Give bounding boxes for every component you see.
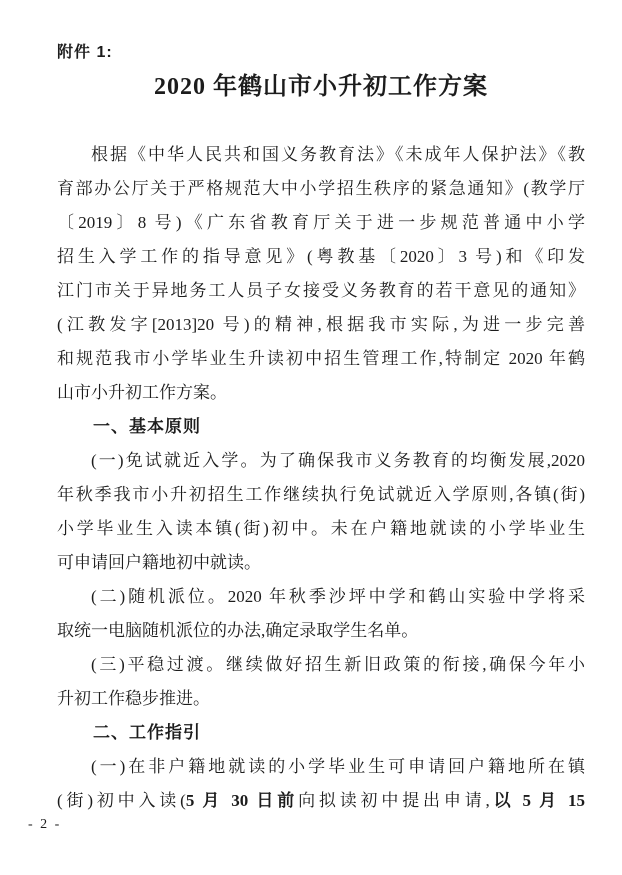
- text-line: [57, 240, 585, 274]
- text-segment: (二)随机派位。2020 年秋季沙坪中学和鹤山实验中学将采: [91, 587, 585, 606]
- document-body: [57, 138, 585, 818]
- paragraph: [57, 138, 585, 410]
- page-number: - 2 -: [28, 817, 62, 832]
- text-line: [57, 206, 585, 240]
- text-segment: 招生入学工作的指导意见》(粤教基〔2020〕3 号)和《印发: [57, 247, 585, 266]
- paragraph: [57, 750, 585, 818]
- text-segment: 育部办公厅关于严格规范大中小学招生秩序的紧急通知》(教学厅: [57, 179, 585, 198]
- text-segment: 升初工作稳步推进。: [57, 689, 210, 708]
- section-heading: 一、基本原则: [93, 417, 201, 436]
- text-segment: (江教发字[2013]20 号)的精神,根据我市实际,为进一步完善: [57, 315, 585, 334]
- text-line: [57, 512, 585, 546]
- text-segment: (一)在非户籍地就读的小学毕业生可申请回户籍地所在镇: [91, 757, 585, 776]
- text-segment: (街)初中入读(: [57, 791, 186, 810]
- text-line: [57, 342, 585, 376]
- text-line: [57, 682, 585, 716]
- attachment-label: 附件 1:: [57, 44, 113, 61]
- bold-text-segment: 5 月 30 日前: [185, 791, 299, 810]
- text-line: [57, 308, 585, 342]
- text-segment: 小学毕业生入读本镇(街)初中。未在户籍地就读的小学毕业生: [57, 519, 585, 538]
- text-line: [57, 648, 585, 682]
- paragraph: [57, 648, 585, 716]
- text-segment: 根据《中华人民共和国义务教育法》《未成年人保护法》《教: [91, 145, 585, 164]
- paragraph: [57, 580, 585, 648]
- section-heading: 二、工作指引: [93, 723, 201, 742]
- text-segment: 可申请回户籍地初中就读。: [57, 553, 261, 572]
- text-line: [57, 478, 585, 512]
- text-line: [57, 274, 585, 308]
- text-segment: (一)免试就近入学。为了确保我市义务教育的均衡发展,2020: [91, 451, 585, 470]
- document-content-area: [57, 43, 585, 818]
- text-line: [57, 580, 585, 614]
- text-segment: 和规范我市小学毕业生升读初中招生管理工作,特制定 2020 年鹤: [57, 349, 585, 368]
- text-line: [57, 172, 585, 206]
- bold-text-segment: 以 5 月 15: [489, 791, 586, 810]
- text-segment: 向拟读初中提出申请,: [298, 791, 490, 810]
- text-segment: (三)平稳过渡。继续做好招生新旧政策的衔接,确保今年小: [91, 655, 585, 674]
- text-segment: 山市小升初工作方案。: [57, 383, 227, 402]
- text-line: [57, 376, 585, 410]
- text-segment: 取统一电脑随机派位的办法,确定录取学生名单。: [57, 621, 419, 640]
- text-segment: 江门市关于异地务工人员子女接受义务教育的若干意见的通知》: [57, 281, 585, 300]
- text-segment: 〔2019〕8 号)《广东省教育厅关于进一步规范普通中小学: [57, 213, 585, 232]
- text-line: [57, 444, 585, 478]
- paragraph: [57, 444, 585, 580]
- text-line: [57, 784, 585, 818]
- text-line: [57, 138, 585, 172]
- text-line: [57, 546, 585, 580]
- text-line: [57, 750, 585, 784]
- text-segment: 年秋季我市小升初招生工作继续执行免试就近入学原则,各镇(街): [57, 485, 585, 504]
- page-title: 2020 年鹤山市小升初工作方案: [154, 74, 488, 100]
- text-line: [57, 614, 585, 648]
